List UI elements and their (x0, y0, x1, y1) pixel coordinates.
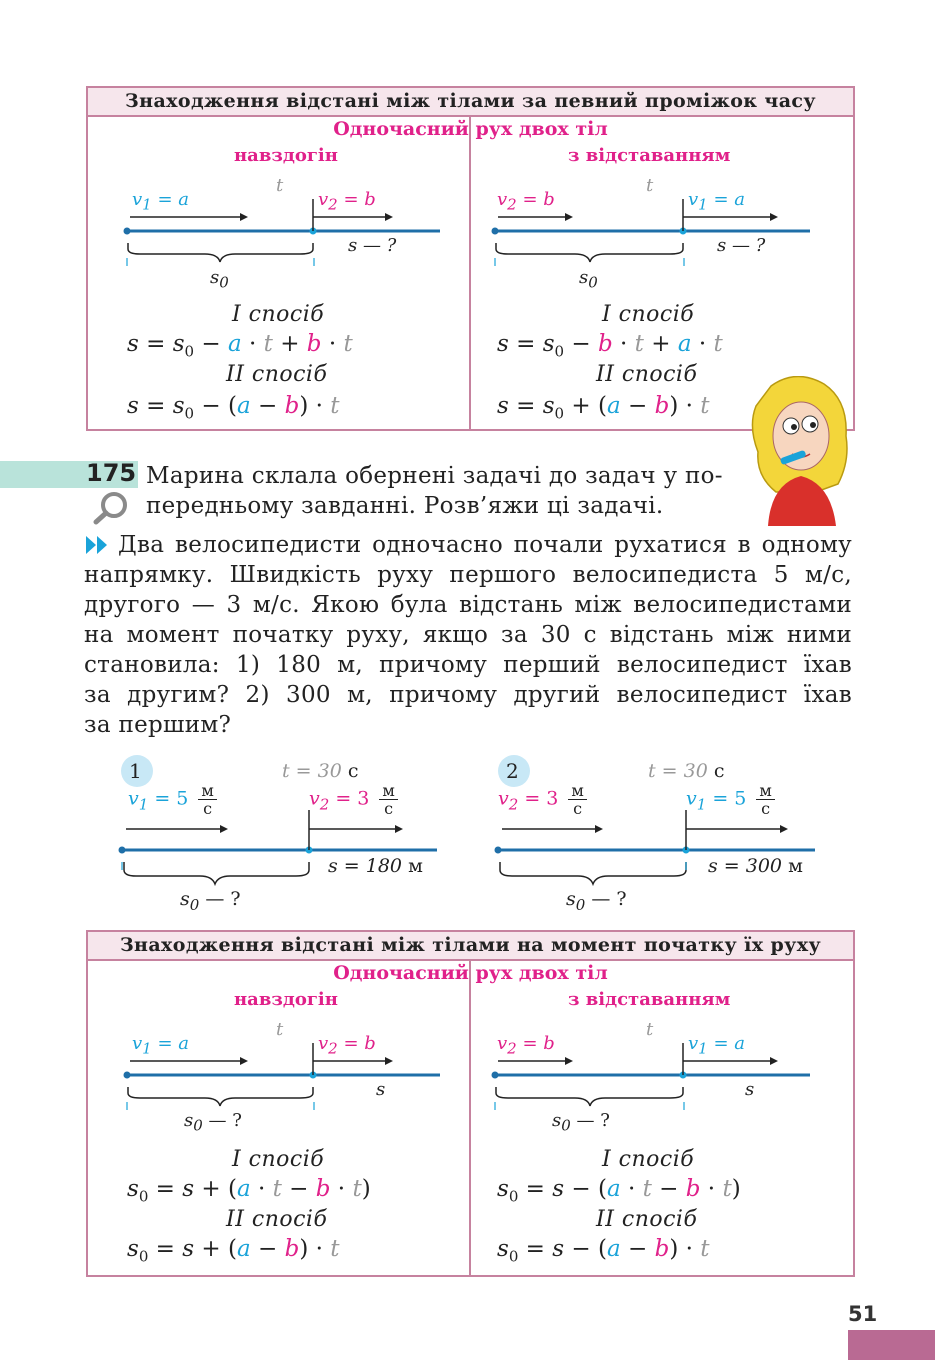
info-box-subtitle: Одночасний рух двох тіл (333, 962, 608, 984)
method-1-heading: I спосіб (602, 302, 695, 327)
task-body-line: за другим? 2) 300 м, причому другий велосипедист їхав (84, 682, 852, 708)
task-body-line: за першим? (84, 712, 232, 738)
formula-method1-lagging: $s_0 = s - (a \cdot t - b \cdot t)$ (497, 1176, 741, 1206)
speed-v2-label: $v_2 = b$ (497, 1033, 555, 1058)
formula-method2-lagging: $s = s_0 + (a - b) \cdot t$ (497, 393, 710, 423)
heading-chasing: навздогін (234, 145, 338, 166)
method-2-heading: II спосіб (596, 1207, 698, 1232)
initial-distance-label: $s_0$ — ? (566, 888, 627, 914)
formula-method2-lagging: $s_0 = s - (a - b) \cdot t$ (497, 1236, 710, 1266)
distance-unknown-label: s — ? (348, 235, 397, 256)
initial-distance-label: $s_0$ — ? (180, 888, 241, 914)
formula-method2-chasing: $s_0 = s + (a - b) \cdot t$ (127, 1236, 340, 1266)
speed-v2-label: $v_2 = b$ (318, 1033, 376, 1058)
method-2-heading: II спосіб (226, 362, 328, 387)
method-1-heading: I спосіб (232, 302, 325, 327)
initial-distance-label: $s_0$ — ? (552, 1110, 610, 1135)
heading-lagging: з відставанням (568, 989, 731, 1010)
method-2-heading: II спосіб (596, 362, 698, 387)
formula-method1-chasing: $s_0 = s + (a \cdot t - b \cdot t)$ (127, 1176, 371, 1206)
time-label: t = 30 с (648, 760, 725, 782)
time-label: t (646, 175, 654, 196)
method-2-heading: II спосіб (226, 1207, 328, 1232)
unit-fraction: $\frac{м}{с}$ (756, 782, 774, 817)
page-number: 51 (848, 1302, 878, 1326)
speed-v2-label: $v_2 = 3$ $\frac{м}{с}$ (309, 782, 398, 817)
speed-v1-label: $v_1 = a$ (688, 189, 745, 214)
initial-distance-label: $s_0$ — ? (184, 1110, 242, 1135)
task-body-line: другого — 3 м/с. Якою була відстань між велосипедистами (84, 592, 852, 618)
info-box-subtitle: Одночасний рух двох тіл (333, 118, 608, 140)
method-1-heading: I спосіб (232, 1147, 325, 1172)
task-intro-line1: Марина склала обернені задачі до задач у по- (146, 463, 723, 489)
initial-distance-label: $s_0$ (579, 267, 598, 292)
heading-lagging: з відставанням (568, 145, 731, 166)
initial-distance-label: $s_0$ (210, 267, 229, 292)
task-body-line: на момент початку руху, якщо за 30 с відстань між ними (84, 622, 852, 648)
time-label: t = 30 с (282, 760, 359, 782)
formula-method1-lagging: $s = s_0 - b \cdot t + a \cdot t$ (497, 331, 723, 361)
speed-v2-label: $v_2 = 3$ $\frac{м}{с}$ (498, 782, 587, 817)
distance-label: s = 300 м (708, 855, 803, 877)
task-body-line: напрямку. Швидкість руху першого велосипедиста 5 м/с, (84, 562, 852, 588)
speed-v1-label: $v_1 = a$ (132, 1033, 189, 1058)
formula-method2-chasing: $s = s_0 - (a - b) \cdot t$ (127, 393, 340, 423)
speed-v1-label: $v_1 = a$ (132, 189, 189, 214)
formula-method1-chasing: $s = s_0 - a \cdot t + b \cdot t$ (127, 331, 353, 361)
heading-chasing: навздогін (234, 989, 338, 1010)
info-box-title: Знаходження відстані між тілами на момент початку їх руху (88, 932, 853, 961)
speed-v1-label: $v_1 = a$ (688, 1033, 745, 1058)
time-label: t (646, 1019, 654, 1040)
speed-v1-label: $v_1 = 5$ $\frac{м}{с}$ (686, 782, 775, 817)
speed-v2-label: $v_2 = b$ (497, 189, 555, 214)
unit-fraction: $\frac{м}{с}$ (198, 782, 216, 817)
task-intro-line2: передньому завданні. Розв’яжи ці задачі. (146, 493, 664, 519)
distance-label: s = 180 м (328, 855, 423, 877)
unit-fraction: $\frac{м}{с}$ (568, 782, 586, 817)
task-body-line: Два велосипедисти одночасно почали рухатися в одному (118, 532, 852, 558)
method-1-heading: I спосіб (602, 1147, 695, 1172)
distance-label: s (745, 1079, 755, 1100)
badge-2: 2 (506, 759, 519, 783)
unit-fraction: $\frac{м}{с}$ (379, 782, 397, 817)
time-label: t (276, 175, 284, 196)
info-box-title: Знаходження відстані між тілами за певний проміжок часу (88, 88, 853, 117)
speed-v1-label: $v_1 = 5$ $\frac{м}{с}$ (128, 782, 217, 817)
task-body-line: становила: 1) 180 м, причому перший велосипедист їхав (84, 652, 852, 678)
distance-label: s (376, 1079, 386, 1100)
page-corner-bar (848, 1330, 935, 1360)
time-label: t (276, 1019, 284, 1040)
speed-v2-label: $v_2 = b$ (318, 189, 376, 214)
badge-1: 1 (129, 759, 142, 783)
task-number: 175 (86, 459, 137, 487)
distance-unknown-label: s — ? (717, 235, 766, 256)
